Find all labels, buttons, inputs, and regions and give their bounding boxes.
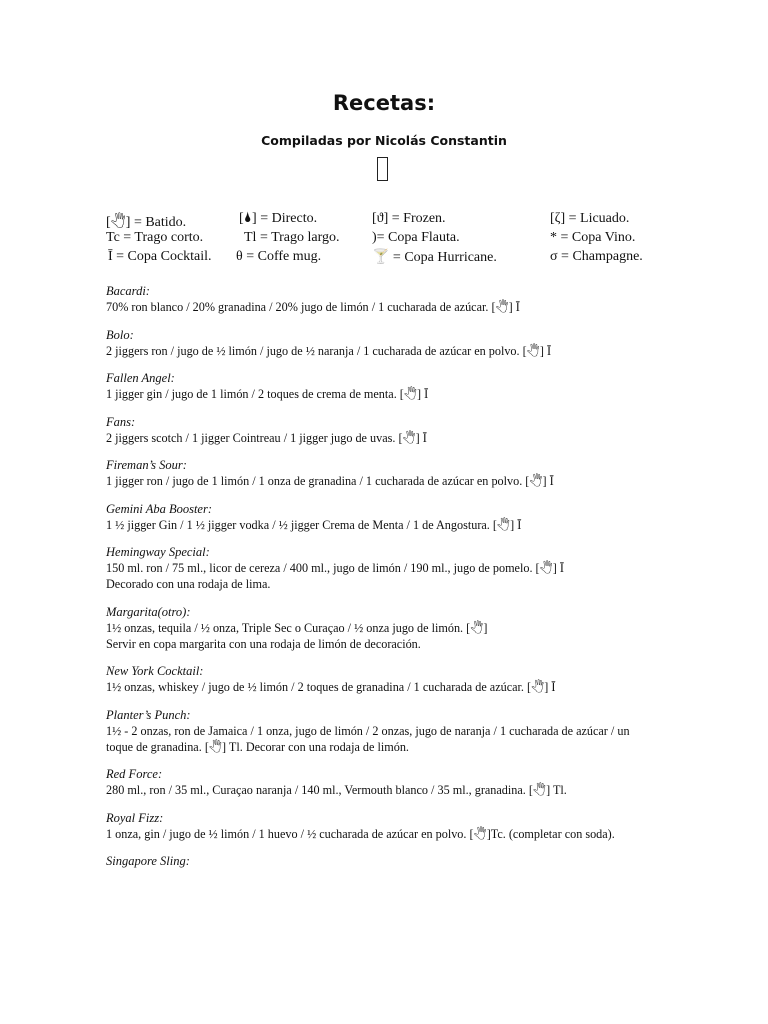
recipe-item (106, 810, 666, 842)
recipe-ingredients: 1 jigger ron / jugo de 1 limón / 1 onza de granadina / 1 cucharada de azúcar en polvo. [🖑] Ῑ (106, 474, 554, 488)
recipe-item (106, 707, 666, 755)
legend-directo: [🌢] = Directo. (239, 211, 318, 226)
recipe-ingredients: 150 ml. ron / 75 ml., licor de cereza / 400 ml., jugo de limón / 190 ml., jugo de pomelo. [🖑] Ῑ (106, 561, 564, 575)
recipe-ingredients: 1 ½ jigger Gin / 1 ½ jigger vodka / ½ jigger Crema de Menta / 1 de Angostura. [🖑] Ῑ (106, 517, 522, 532)
recipe-item (106, 544, 666, 592)
recipe-note: Servir en copa margarita con una rodaja de limón de decoración. (106, 636, 421, 651)
recipe-item (106, 327, 666, 359)
recipe-ingredients: 1½ onzas, whiskey / jugo de ½ limón / 2 toques de granadina / 1 cucharada de azúcar. [🖑] Ῑ (106, 680, 556, 694)
recipe-name: Royal Fizz: (106, 810, 164, 825)
legend-trago-largo: Tl = Trago largo. (244, 230, 340, 245)
recipe-item (106, 501, 666, 533)
legend-licuado: [ζ] = Licuado. (550, 211, 630, 226)
recipe-name: Bolo: (106, 327, 134, 342)
recipe-ingredients: 70% ron blanco / 20% granadina / 20% jugo de limón / 1 cucharada de azúcar. [🖑] Ῑ (106, 300, 520, 314)
recipe-ingredients: 1½ - 2 onzas, ron de Jamaica / 1 onza, jugo de limón / 2 onzas, jugo de naranja / 1 cucharada de azúcar / un (106, 723, 630, 738)
page-title: Recetas: (332, 91, 436, 115)
legend-frozen: [ϑ] = Frozen. (372, 211, 446, 226)
missing-glyph-icon (377, 157, 388, 181)
recipe-ingredients: 2 jiggers ron / jugo de ½ limón / jugo de ½ naranja / 1 cucharada de azúcar en polvo. [🖑] Ῑ (106, 343, 551, 358)
recipe-item (106, 853, 666, 869)
recipe-item (106, 663, 666, 695)
recipe-name: Singapore Sling: (106, 854, 190, 868)
recipe-name: Fireman’s Sour: (106, 458, 187, 472)
recipe-ingredients: 280 ml., ron / 35 ml., Curaçao naranja / 140 ml., Vermouth blanco / 35 ml., granadina. [🖑] Tl. (106, 783, 567, 797)
legend-row (106, 230, 666, 249)
recipe-name: Bacardi: (106, 284, 150, 298)
legend-champagne: σ = Champagne. (550, 249, 643, 264)
recipe-note: Decorado con una rodaja de lima. (106, 577, 271, 591)
recipe-list (106, 283, 666, 881)
recipe-item (106, 604, 666, 652)
recipe-name: Fallen Angel: (106, 371, 175, 385)
recipe-name: Planter’s Punch: (106, 707, 191, 722)
legend-coffe-mug: θ = Coffe mug. (236, 249, 322, 264)
recipe-item (106, 457, 666, 489)
recipe-name: Fans: (106, 414, 136, 429)
recipe-ingredients: 1 jigger gin / jugo de 1 limón / 2 toques de crema de menta. [🖑] Ῑ (106, 387, 429, 401)
recipe-ingredients-cont: toque de granadina. [🖑] Tl. Decorar con una rodaja de limón. (106, 739, 409, 754)
page-subtitle: Compiladas por Nicolás Constantin (261, 133, 507, 148)
symbol-legend (106, 211, 666, 268)
recipe-item (106, 414, 666, 446)
legend-copa-cocktail: Ῑ = Copa Cocktail. (108, 249, 212, 264)
legend-row (106, 249, 666, 268)
recipe-item (106, 766, 666, 798)
legend-copa-vino: * = Copa Vino. (550, 230, 636, 245)
recipe-name: New York Cocktail: (106, 664, 204, 678)
recipe-ingredients: 1 onza, gin / jugo de ½ limón / 1 huevo / ½ cucharada de azúcar en polvo. [🖑]Tc. (completar con soda). (106, 826, 615, 841)
legend-row (106, 211, 666, 230)
recipe-name: Margarita(otro): (106, 604, 191, 619)
recipe-item (106, 370, 666, 402)
recipe-ingredients: 1½ onzas, tequila / ½ onza, Triple Sec o Curaçao / ½ onza jugo de limón. [🖑] (106, 620, 488, 635)
recipe-item (106, 283, 666, 315)
recipe-ingredients: 2 jiggers scotch / 1 jigger Cointreau / 1 jigger jugo de uvas. [🖑] Ῑ (106, 430, 427, 445)
legend-batido: [🖑] = Batido. (106, 215, 187, 230)
legend-trago-corto: Tc = Trago corto. (106, 230, 204, 245)
recipe-name: Red Force: (106, 767, 163, 781)
recipe-name: Hemingway Special: (106, 545, 210, 559)
recipe-name: Gemini Aba Booster: (106, 501, 213, 516)
legend-copa-hurricane: 🍸 = Copa Hurricane. (372, 250, 497, 265)
legend-copa-flauta: )= Copa Flauta. (372, 230, 460, 245)
